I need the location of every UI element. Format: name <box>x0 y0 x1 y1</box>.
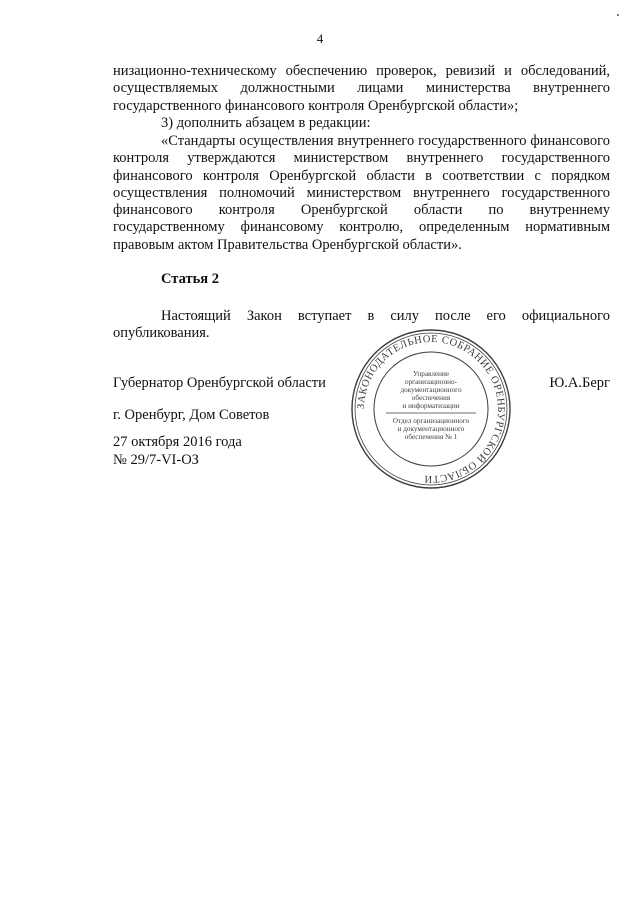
svg-text:обеспечения № 1: обеспечения № 1 <box>404 433 458 441</box>
paragraph-item-3: 3) дополнить абзацем в редакции: <box>161 115 371 131</box>
svg-text:Управление: Управление <box>412 370 450 378</box>
svg-text:обеспечения: обеспечения <box>411 394 451 402</box>
svg-text:Отдел организационного: Отдел организационного <box>392 417 470 425</box>
paragraph-entry-into-force: Настоящий Закон вступает в силу после его официального опубликования. <box>113 308 610 342</box>
official-seal-stamp <box>350 328 512 490</box>
paragraph-quoted-amendment: «Стандарты осуществления внутреннего государственного финансового контроля утверждаются министерством внутреннего государственного финансового контроля Оренбургской области в соответствии с порядком осуществления полномочий министерством внутреннего государственного финансового контроля Оренбургской области по внутреннему государственному финансовому контролю, определенным нормативным правовым актом Правительства Оренбургской области». <box>113 133 610 253</box>
svg-text:организационно-: организационно- <box>404 378 458 386</box>
law-number: № 29/7-VI-ОЗ <box>113 452 199 468</box>
svg-text:документационного: документационного <box>400 386 462 394</box>
article-heading: Статья 2 <box>161 271 219 287</box>
signatory-name: Ю.А.Берг <box>549 375 610 391</box>
svg-text:и информатизации: и информатизации <box>402 402 460 410</box>
svg-text:и документационного: и документационного <box>397 425 465 433</box>
signing-date: 27 октября 2016 года <box>113 434 242 450</box>
svg-text:ЗАКОНОДАТЕЛЬНОЕ СОБРАНИЕ ОРЕНБ: ЗАКОНОДАТЕЛЬНОЕ СОБРАНИЕ ОРЕНБУРГСКОЙ ОБЛАСТИ <box>355 333 507 485</box>
signing-place: г. Оренбург, Дом Советов <box>113 407 270 423</box>
page-number: 4 <box>316 31 324 46</box>
paragraph-continuation: низационно-техническому обеспечению проверок, ревизий и обследований, осуществляемых должностными лицами министерства внутреннего государственного финансового контроля Оренбургской области»; <box>113 63 610 114</box>
scan-speck <box>617 14 619 16</box>
signatory-position: Губернатор Оренбургской области <box>113 375 326 391</box>
